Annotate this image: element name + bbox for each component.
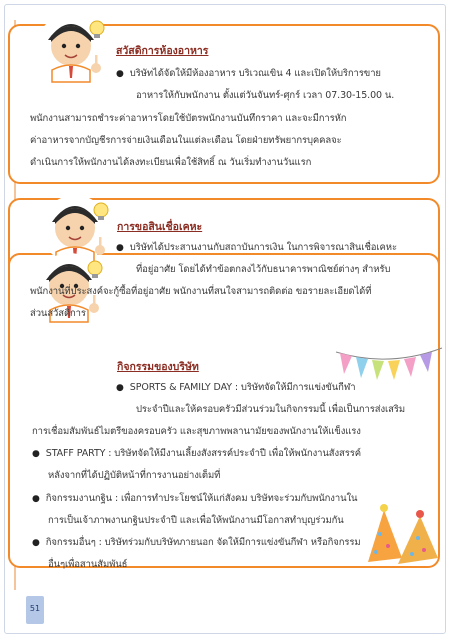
bunting-flags-icon (334, 346, 444, 390)
paragraph-line: อาหารให้กับพนักงาน ตั้งแต่วันจันทร์-ศุกร์ เวลา 07.30-15.00 น. (136, 90, 395, 101)
page-number: 51 (29, 604, 41, 613)
section-title-activities: กิจกรรมของบริษัท (117, 361, 199, 373)
party-hats-icon (358, 496, 444, 568)
paragraph-line: ● SPORTS & FAMILY DAY : บริษัทจัดให้มีการแข่งขันกีฬา (116, 380, 355, 395)
paragraph-line: ส่วนสวัสดิการ (30, 308, 86, 319)
paragraph-line: ประจำปีและให้ครอบครัวมีส่วนร่วมในกิจกรรมนี้ เพื่อเป็นการส่งเสริม (136, 404, 405, 415)
paragraph-line: พนักงานสามารถชำระค่าอาหารโดยใช้บัตรพนักงานบันทึกราคา และจะมีการหัก (30, 113, 347, 124)
section-title-housing-loan: การขอสินเชื่อเคหะ (117, 221, 203, 233)
mascot-idea-icon (34, 10, 108, 84)
paragraph-line: การเป็นเจ้าภาพงานกฐินประจำปี และเพื่อให้พนักงานมีโอกาสทำบุญร่วมกัน (48, 515, 344, 526)
paragraph-line: ที่อยู่อาศัย โดยได้ทำข้อตกลงไว้กับธนาคารพาณิชย์ต่างๆ สำหรับ (136, 264, 391, 275)
paragraph-line: ● กิจกรรมอื่นๆ : บริษัทร่วมกับบริษัทภายนอก จัดให้มีการแข่งขันกีฬา หรือกิจกรรม (32, 535, 361, 550)
paragraph-line: การเชื่อมสัมพันธ์ไมตรีของครอบครัว และสุขภาพพลานามัยของพนักงานให้แข็งแรง (32, 426, 361, 437)
paragraph-line: ● บริษัทได้จัดให้มีห้องอาหาร บริเวณเขิน 4 และเปิดให้บริการขาย (116, 66, 381, 81)
paragraph-line: ● กิจกรรมงานกฐิน : เพื่อการทำประโยชน์ให้แก่สังคม บริษัทจะร่วมกับพนักงานใน (32, 491, 357, 506)
paragraph-line: อื่นๆเพื่อสานสัมพันธ์ (48, 559, 128, 570)
page-number-tab (26, 596, 44, 624)
paragraph-line: หลังจากที่ได้ปฏิบัติหน้าที่การงานอย่างเต็มที่ (48, 470, 221, 481)
paragraph-line: ค่าอาหารจากบัญชีรการจ่ายเงินเดือนในแต่ละเดือน โดยฝ่ายทรัพยากรบุคคลจะ (30, 135, 342, 146)
paragraph-line: ● บริษัทได้ประสานงานกับสถาบันการเงิน ในการพิจารณาสินเชื่อเคหะ (116, 240, 397, 255)
paragraph-line: ดำเนินการให้พนักงานได้ลงทะเบียนเพื่อใช้สิทธิ์ ณ วันเริ่มทำงานวันแรก (30, 157, 312, 168)
paragraph-line: ● STAFF PARTY : บริษัทจัดให้มีงานเลี้ยงสังสรรค์ประจำปี เพื่อให้พนักงานสังสรรค์ (32, 446, 361, 461)
section-title-cafeteria: สวัสดิการห้องอาหาร (116, 45, 209, 57)
paragraph-line: พนักงานที่ประสงค์จะกู้ซื้อที่อยู่อาศัย พนักงานที่สนใจสามารถติดต่อ ขอรายละเอียดได้ที่ (30, 286, 372, 297)
